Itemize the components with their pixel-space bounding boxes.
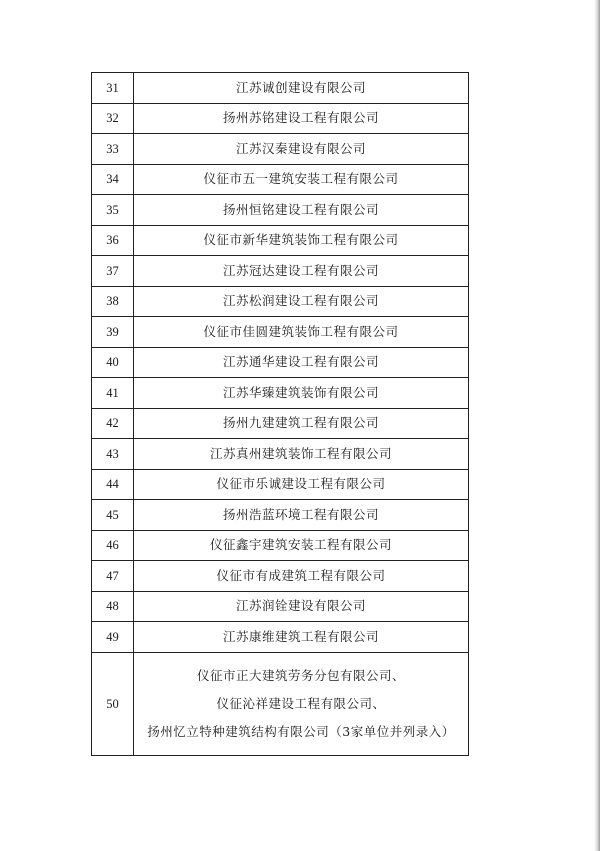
company-name: 江苏润铨建设有限公司 [134,591,469,622]
company-name: 仪征市新华建筑装饰工程有限公司 [134,225,469,256]
company-name: 江苏松润建设工程有限公司 [134,286,469,317]
row-number: 37 [92,256,134,287]
table-row [92,317,469,348]
company-name: 扬州苏铭建设工程有限公司 [134,103,469,134]
row-number: 31 [92,73,134,104]
table-row [92,591,469,622]
row-number: 41 [92,378,134,409]
table-row [92,378,469,409]
row-number: 49 [92,622,134,653]
row-number: 34 [92,164,134,195]
table-row [92,286,469,317]
row-number: 32 [92,103,134,134]
company-list-table [91,72,469,756]
table-row [92,561,469,592]
row-number: 36 [92,225,134,256]
table-row [92,195,469,226]
row-number: 33 [92,134,134,165]
company-name: 仪征市佳圆建筑装饰工程有限公司 [134,317,469,348]
company-name: 仪征市五一建筑安装工程有限公司 [134,164,469,195]
company-name: 仪征鑫宇建筑安装工程有限公司 [134,530,469,561]
table-row [92,73,469,104]
row-number: 43 [92,439,134,470]
company-name: 江苏汉秦建设有限公司 [134,134,469,165]
company-name: 江苏真州建筑装饰工程有限公司 [134,439,469,470]
row-number: 40 [92,347,134,378]
row-number: 35 [92,195,134,226]
row-number: 48 [92,591,134,622]
company-name: 江苏通华建设工程有限公司 [134,347,469,378]
company-name-line: 扬州忆立特种建筑结构有限公司（3家单位并列录入） [147,723,455,739]
table-row [92,134,469,165]
row-number: 44 [92,469,134,500]
row-number: 39 [92,317,134,348]
table-row [92,347,469,378]
row-number: 47 [92,561,134,592]
company-name: 扬州恒铭建设工程有限公司 [134,195,469,226]
company-name: 江苏冠达建设工程有限公司 [134,256,469,287]
row-number: 46 [92,530,134,561]
company-name: 仪征市乐诚建设工程有限公司 [134,469,469,500]
table-row [92,622,469,653]
table-row [92,469,469,500]
table-row [92,500,469,531]
company-name: 江苏诚创建设有限公司 [134,73,469,104]
table-row [92,439,469,470]
table-row [92,256,469,287]
company-name: 扬州九建建筑工程有限公司 [134,408,469,439]
page-edge-shadow [594,0,600,851]
company-name-group [134,652,469,755]
table-row [92,103,469,134]
company-name-line: 仪征沁祥建设工程有限公司、 [216,695,386,711]
row-number: 38 [92,286,134,317]
row-number: 50 [92,652,134,755]
company-name: 仪征市有成建筑工程有限公司 [134,561,469,592]
table-row-multi [92,652,469,755]
company-name-line: 仪征市正大建筑劳务分包有限公司、 [196,667,405,683]
row-number: 45 [92,500,134,531]
table-row [92,530,469,561]
table-row [92,225,469,256]
row-number: 42 [92,408,134,439]
company-name: 江苏康维建筑工程有限公司 [134,622,469,653]
table-row [92,164,469,195]
company-name: 扬州浩蓝环境工程有限公司 [134,500,469,531]
table-row [92,408,469,439]
company-name: 江苏华臻建筑装饰有限公司 [134,378,469,409]
